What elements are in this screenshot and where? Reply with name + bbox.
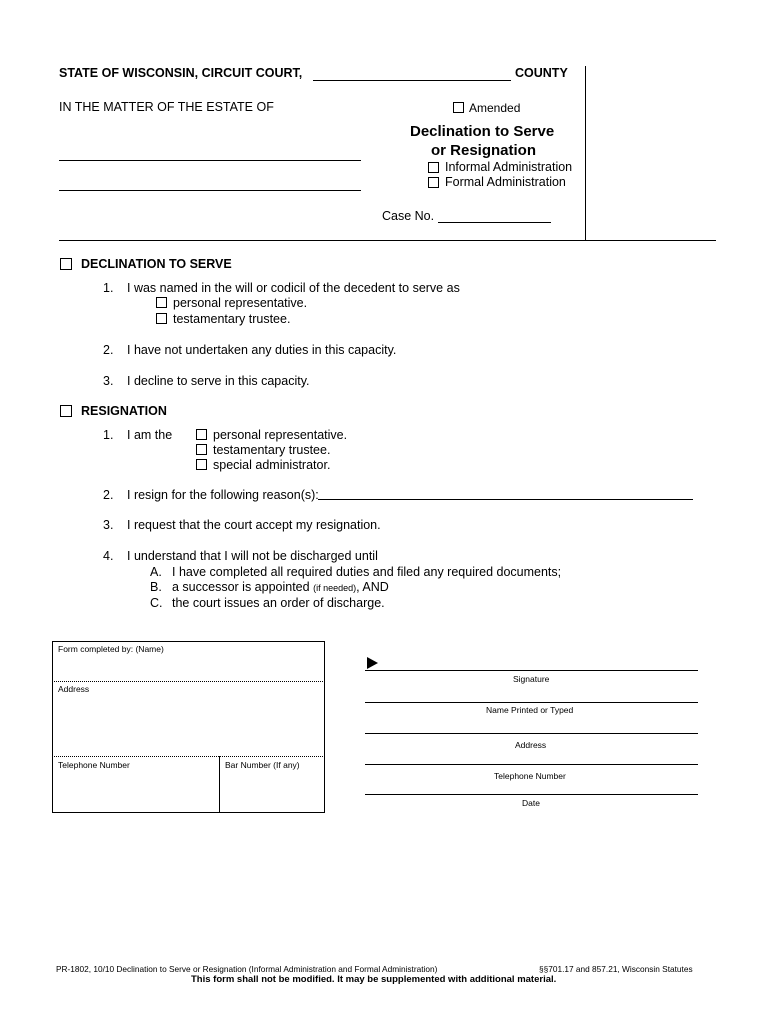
declination-item3-text: I decline to serve in this capacity.	[127, 374, 310, 388]
declination-item2-number: 2.	[103, 343, 114, 357]
declination-item3-number: 3.	[103, 374, 114, 388]
resignation-subA-text: I have completed all required duties and filed any required documents;	[172, 565, 562, 579]
resignation-subB-note: (if needed)	[313, 583, 357, 593]
box-divider-2	[52, 756, 325, 757]
box-vertical-divider	[219, 756, 220, 813]
resignation-reason-field[interactable]	[318, 499, 693, 500]
declination-item1-text: I was named in the will or codicil of the decedent to serve as	[127, 281, 460, 295]
resignation-subB-text: a successor is appointed	[172, 580, 310, 594]
resignation-item3-number: 3.	[103, 518, 114, 532]
resignation-personal-rep-checkbox[interactable]	[196, 429, 207, 440]
telephone-label: Telephone Number	[494, 771, 566, 781]
form-completed-by-box	[52, 641, 325, 813]
caption-divider	[585, 66, 586, 241]
resignation-trustee-label: testamentary trustee.	[213, 443, 331, 457]
footer-notice: This form shall not be modified. It may be supplemented with additional material.	[191, 974, 557, 985]
county-label: COUNTY	[515, 66, 568, 80]
completed-by-bar-number-label: Bar Number (If any)	[225, 760, 300, 770]
declination-checkbox[interactable]	[60, 258, 72, 270]
resignation-heading: RESIGNATION	[81, 404, 167, 418]
resignation-trustee-checkbox[interactable]	[196, 444, 207, 455]
resignation-item2-number: 2.	[103, 488, 114, 502]
declination-personal-rep-label: personal representative.	[173, 296, 308, 310]
resignation-item2-text: I resign for the following reason(s):	[127, 488, 319, 502]
resignation-special-admin-label: special administrator.	[213, 458, 331, 472]
resignation-item4-text: I understand that I will not be discharged until	[127, 549, 378, 563]
resignation-subB-end: , AND	[356, 580, 389, 594]
signature-arrow-icon	[367, 657, 379, 669]
resignation-item1-text: I am the	[127, 428, 173, 442]
resignation-item1-number: 1.	[103, 428, 114, 442]
resignation-personal-rep-label: personal representative.	[213, 428, 348, 442]
estate-name-line-1[interactable]	[59, 160, 361, 161]
declination-item1-number: 1.	[103, 281, 114, 295]
county-blank[interactable]	[313, 80, 511, 81]
form-title-line1: Declination to Serve	[410, 123, 555, 140]
date-label: Date	[522, 798, 540, 808]
telephone-line[interactable]	[365, 764, 698, 765]
case-no-field[interactable]	[438, 222, 551, 223]
resignation-special-admin-checkbox[interactable]	[196, 459, 207, 470]
resignation-subB-letter: B.	[150, 580, 162, 594]
completed-by-telephone-label: Telephone Number	[58, 760, 130, 770]
informal-admin-checkbox[interactable]	[428, 162, 439, 173]
completed-by-address-label: Address	[58, 684, 90, 694]
formal-admin-checkbox[interactable]	[428, 177, 439, 188]
declination-trustee-checkbox[interactable]	[156, 313, 167, 324]
resignation-item3-text: I request that the court accept my resignation.	[127, 518, 381, 532]
case-no-label: Case No.	[382, 209, 435, 223]
declination-personal-rep-checkbox[interactable]	[156, 297, 167, 308]
estate-matter-label: IN THE MATTER OF THE ESTATE OF	[59, 100, 274, 114]
informal-admin-label: Informal Administration	[445, 160, 573, 174]
signature-line[interactable]	[365, 670, 698, 671]
footer-form-id: PR-1802, 10/10 Declination to Serve or Resignation (Informal Administration and Formal Administration)	[56, 964, 438, 974]
resignation-subC-letter: C.	[150, 596, 163, 610]
estate-name-line-2[interactable]	[59, 190, 361, 191]
form-title-line2: or Resignation	[431, 142, 537, 159]
formal-admin-label: Formal Administration	[445, 175, 566, 189]
declination-item2-text: I have not undertaken any duties in this capacity.	[127, 343, 397, 357]
resignation-subB-line	[172, 580, 389, 594]
footer-statutes: §§701.17 and 857.21, Wisconsin Statutes	[539, 964, 693, 974]
amended-checkbox[interactable]	[453, 102, 464, 113]
resignation-checkbox[interactable]	[60, 405, 72, 417]
date-line[interactable]	[365, 794, 698, 795]
name-printed-line[interactable]	[365, 702, 698, 703]
name-printed-label: Name Printed or Typed	[486, 705, 574, 715]
resignation-subC-text: the court issues an order of discharge.	[172, 596, 385, 610]
signature-label: Signature	[513, 674, 550, 684]
declination-heading: DECLINATION TO SERVE	[81, 257, 232, 271]
completed-by-name-label: Form completed by: (Name)	[58, 644, 164, 654]
box-divider-1	[52, 681, 325, 682]
address-label: Address	[515, 740, 547, 750]
resignation-item4-number: 4.	[103, 549, 114, 563]
amended-label: Amended	[469, 101, 521, 115]
court-line: STATE OF WISCONSIN, CIRCUIT COURT,	[59, 66, 303, 80]
box-divider-3	[52, 812, 325, 813]
resignation-subA-letter: A.	[150, 565, 162, 579]
declination-trustee-label: testamentary trustee.	[173, 312, 291, 326]
address-line[interactable]	[365, 733, 698, 734]
caption-bottom-rule	[59, 240, 716, 241]
